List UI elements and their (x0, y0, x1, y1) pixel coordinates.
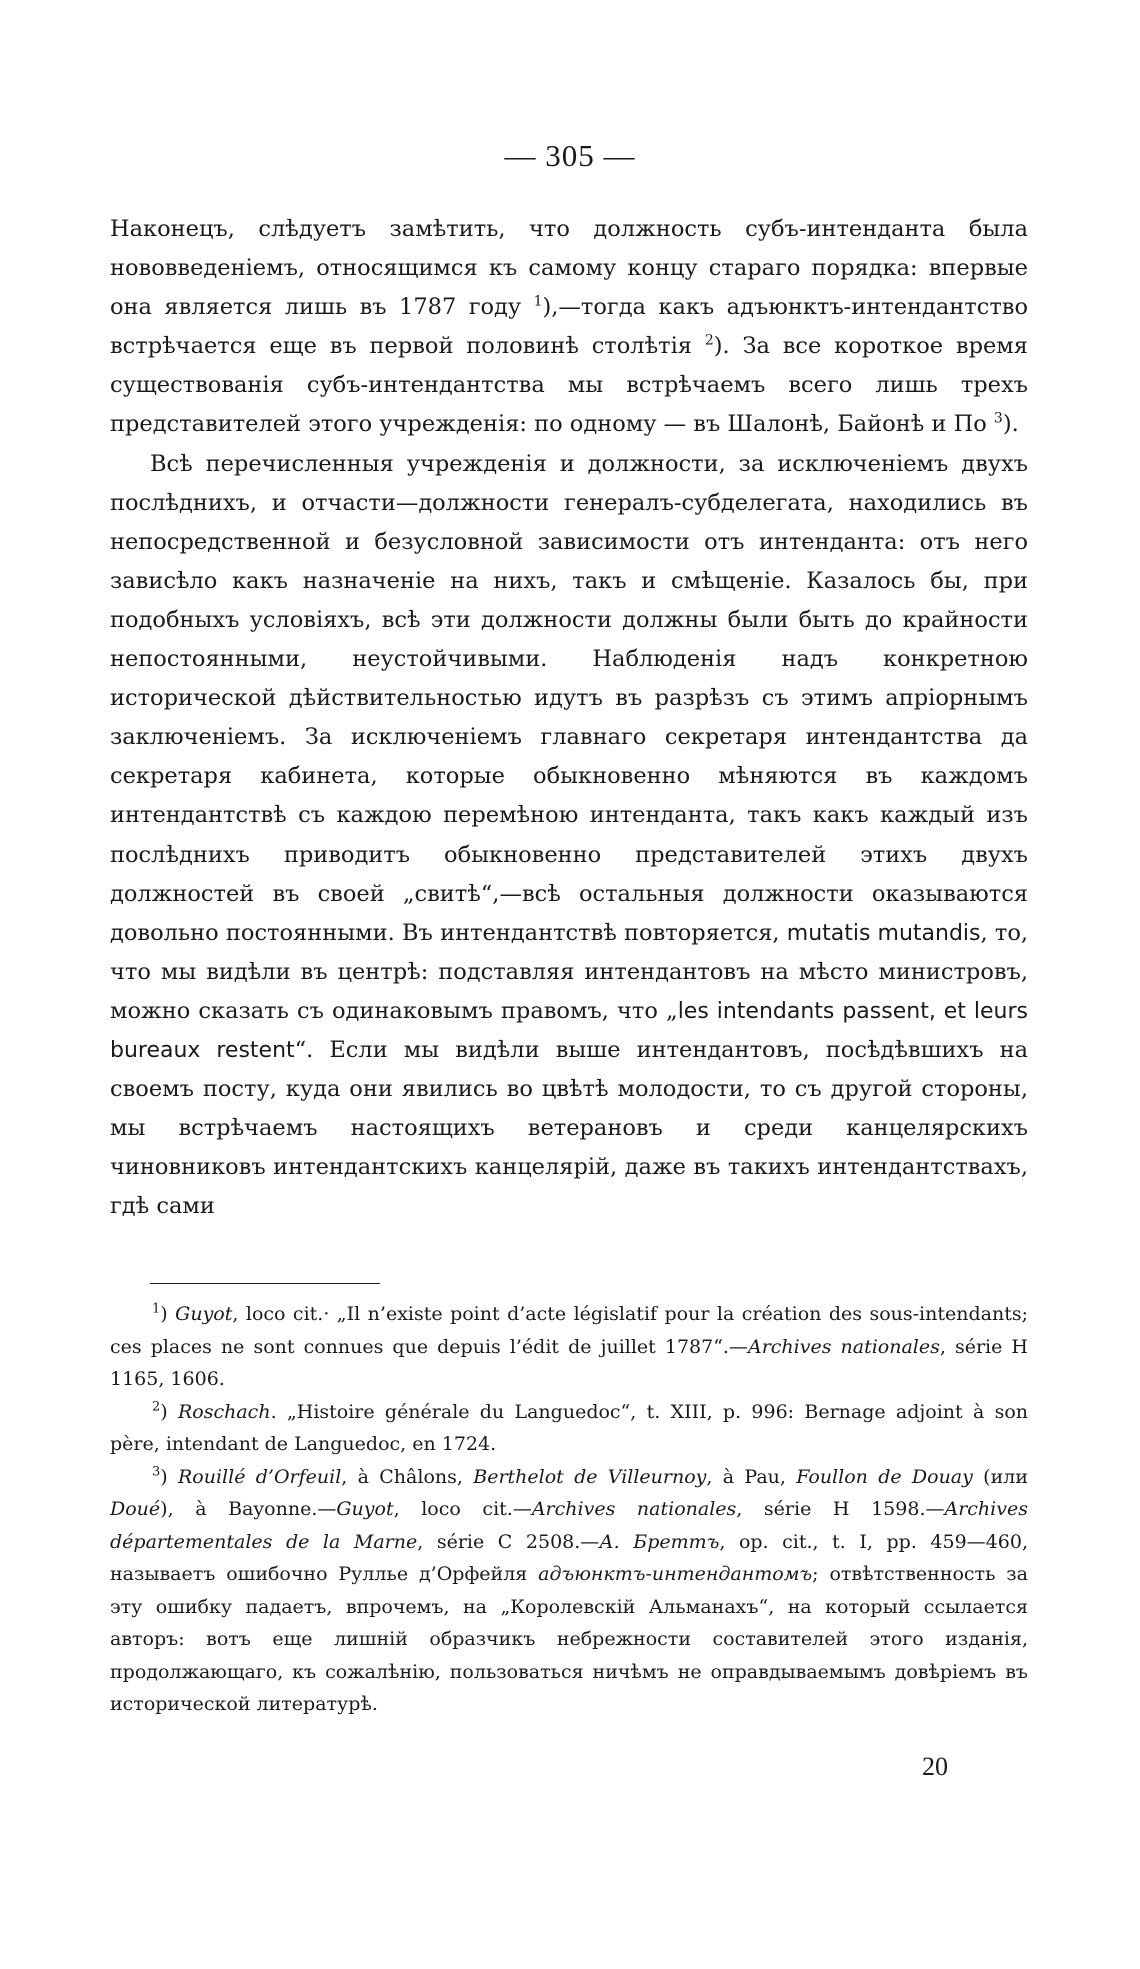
text-run: , série H 1598.— (736, 1498, 945, 1520)
text-run: ). За все короткое время существованія субъ-интендантства мы встрѣчаемъ всего лишь трехъ представителей этого учрежденія: по одному — въ Шалонѣ, Байонѣ и По (110, 333, 1028, 438)
signature-mark: 20 (922, 1752, 948, 1781)
author-name: Roschach (177, 1400, 271, 1423)
person-name: Foullon de Douay (796, 1465, 973, 1488)
main-text (110, 210, 1028, 1226)
text-run: Наконецъ, слѣдуетъ замѣтить, что должность субъ-интенданта была нововведеніемъ, относящимся къ самому концу стараго порядка: впервые она является лишь въ 1787 году (110, 216, 1028, 321)
archive-name: Archives nationales (531, 1498, 737, 1520)
french-quote: les intendants passent, et leurs bureaux restent (110, 998, 1028, 1063)
footnote-2: $^2$) Roschach. „Histoire générale du Languedoc“, t. XIII, p. 996: Bernage adjoint à son père, intendant de Languedoc, en 1724. (110, 1399, 1028, 1455)
text-run: , série C 2508.— (417, 1530, 600, 1553)
latin-phrase: mutatis mutandis (786, 920, 981, 946)
author-name: Guyot (336, 1498, 394, 1520)
person-name: Berthelot de Villeurnoy (473, 1465, 707, 1488)
text-run: , loco cit.— (393, 1498, 532, 1520)
text-run: , то, что мы видѣли въ центрѣ: подставляя интендантовъ на мѣсто министровъ, можно сказать съ одинаковымъ правомъ, что „ (110, 919, 1029, 1024)
person-name: Rouillé d’Orfeuil (178, 1465, 342, 1488)
emphasis-term: адъюнктъ-интендантомъ (538, 1563, 813, 1585)
text-run: , série H 1165, 1606. (110, 1335, 1028, 1390)
page-number: — 305 — (504, 138, 636, 173)
author-name: Guyot (175, 1303, 233, 1325)
footnote-mark: 2 (152, 1399, 161, 1415)
footnote-mark: 1 (152, 1301, 161, 1317)
archive-name: Archives nationales (747, 1335, 940, 1358)
text-run: , à Pau, (706, 1465, 797, 1488)
text-run: ; отвѣтственность за эту ошибку падаетъ, впрочемъ, на „Королевскій Альманахъ“, на который ссылается авторъ: вотъ еще лишній образчикъ небрежности составителей этого изданія, продолжающаго, къ сожалѣнію, пользоваться ничѣмъ не оправдываемымъ довѣріемъ въ исторической литературѣ. (110, 1563, 1028, 1715)
author-name: А. Бреттъ (599, 1530, 720, 1553)
paragraph-1 (110, 210, 1028, 445)
footnote-ref-2: 2 (704, 332, 714, 349)
footnote-1: $^1$) Guyot, loco cit.· „Il n’existe point d’acte législatif pour la création des sous-intendants; ces places ne sont connues que depuis l’édit de juillet 1787“.—Archives nationales, série H 1165, 1606. (110, 1301, 1028, 1390)
footnote-ref-1: 1 (533, 293, 543, 310)
text-run: (или (972, 1465, 1028, 1488)
text-run: ),—тогда какъ адъюнктъ-интендантство встрѣчается еще въ первой половинѣ столѣтія (110, 294, 1028, 360)
archive-name: Archives départementales de la Marne (110, 1498, 1028, 1553)
text-run: ). (1002, 411, 1019, 438)
footnote-mark: 3 (152, 1464, 161, 1480)
text-run: “. Если мы видѣли выше интендантовъ, посѣдѣвшихъ на своемъ посту, куда они явились во цвѣтѣ молодости, то съ другой стороны, мы встрѣчаемъ настоящихъ ветерановъ и среди канцелярскихъ чиновниковъ интендантскихъ канцелярій, даже въ такихъ интендантствахъ, гдѣ сами (110, 1036, 1028, 1220)
text-run: . „Histoire générale du Languedoc“, t. XIII, p. 996: Bernage adjoint à son père, intendant de Languedoc, en 1724. (110, 1400, 1028, 1455)
footnote-ref-3: 3 (993, 410, 1003, 427)
footnotes (110, 1298, 1028, 1721)
text-run: ), à Bayonne.— (160, 1498, 337, 1520)
text-run: , à Châlons, (341, 1465, 474, 1488)
text-run: , loco cit.· „Il n’existe point d’acte législatif pour la création des sous-intendants; ces places ne sont connues que depuis l’édit de juillet 1787“.— (110, 1303, 1028, 1358)
text-run: Всѣ перечисленныя учрежденія и должности, за исключеніемъ двухъ послѣднихъ, и отчасти—должности генералъ-субделегата, находились въ непосредственной и безусловной зависимости отъ интенданта: отъ него зависѣло какъ назначеніе на нихъ, такъ и смѣщеніе. Казалось бы, при подобныхъ условіяхъ, всѣ эти должности должны были быть до крайности непостоянными, неустойчивыми. Наблюденія надъ конкретною исторической дѣйствительностью идутъ въ разрѣзъ съ этимъ апріорнымъ заключеніемъ. За исключеніемъ главнаго секретаря интендантства да секретаря кабинета, которые обыкновенно мѣняются въ каждомъ интендантствѣ съ каждою перемѣною интенданта, такъ какъ каждый изъ послѣднихъ приводитъ обыкновенно представителей этихъ двухъ должностей въ своей „свитѣ“,—всѣ остальныя должности оказываются довольно постоянными. Въ интендантствѣ повторяется, (110, 450, 1028, 946)
footnote-divider (150, 1283, 380, 1284)
person-name: Doué (110, 1498, 161, 1520)
footnote-3: $^3$) Rouillé d’Orfeuil, à Châlons, Berthelot de Villeurnoy, à Pau, Foullon de Douay (или Doué), à Bayonne.—Guyot, loco cit.—Archives nationales, série H 1598.—Archives départementales de la Marne, série C 2508.—А. Бреттъ, op. cit., t. I, pp. 459—460, называетъ ошибочно Руллье д’Орфейля адъюнктъ-интендантомъ; отвѣтственность за эту ошибку падаетъ, впрочемъ, на „Королевскій Альманахъ“, на который ссылается авторъ: вотъ еще лишній образчикъ небрежности составителей этого изданія, продолжающаго, къ сожалѣнію, пользоваться ничѣмъ не оправдываемымъ довѣріемъ въ исторической литературѣ. (110, 1464, 1028, 1715)
paragraph-2 (110, 445, 1028, 1227)
text-run: , op. cit., t. I, pp. 459—460, называетъ ошибочно Руллье д’Орфейля (110, 1530, 1028, 1585)
